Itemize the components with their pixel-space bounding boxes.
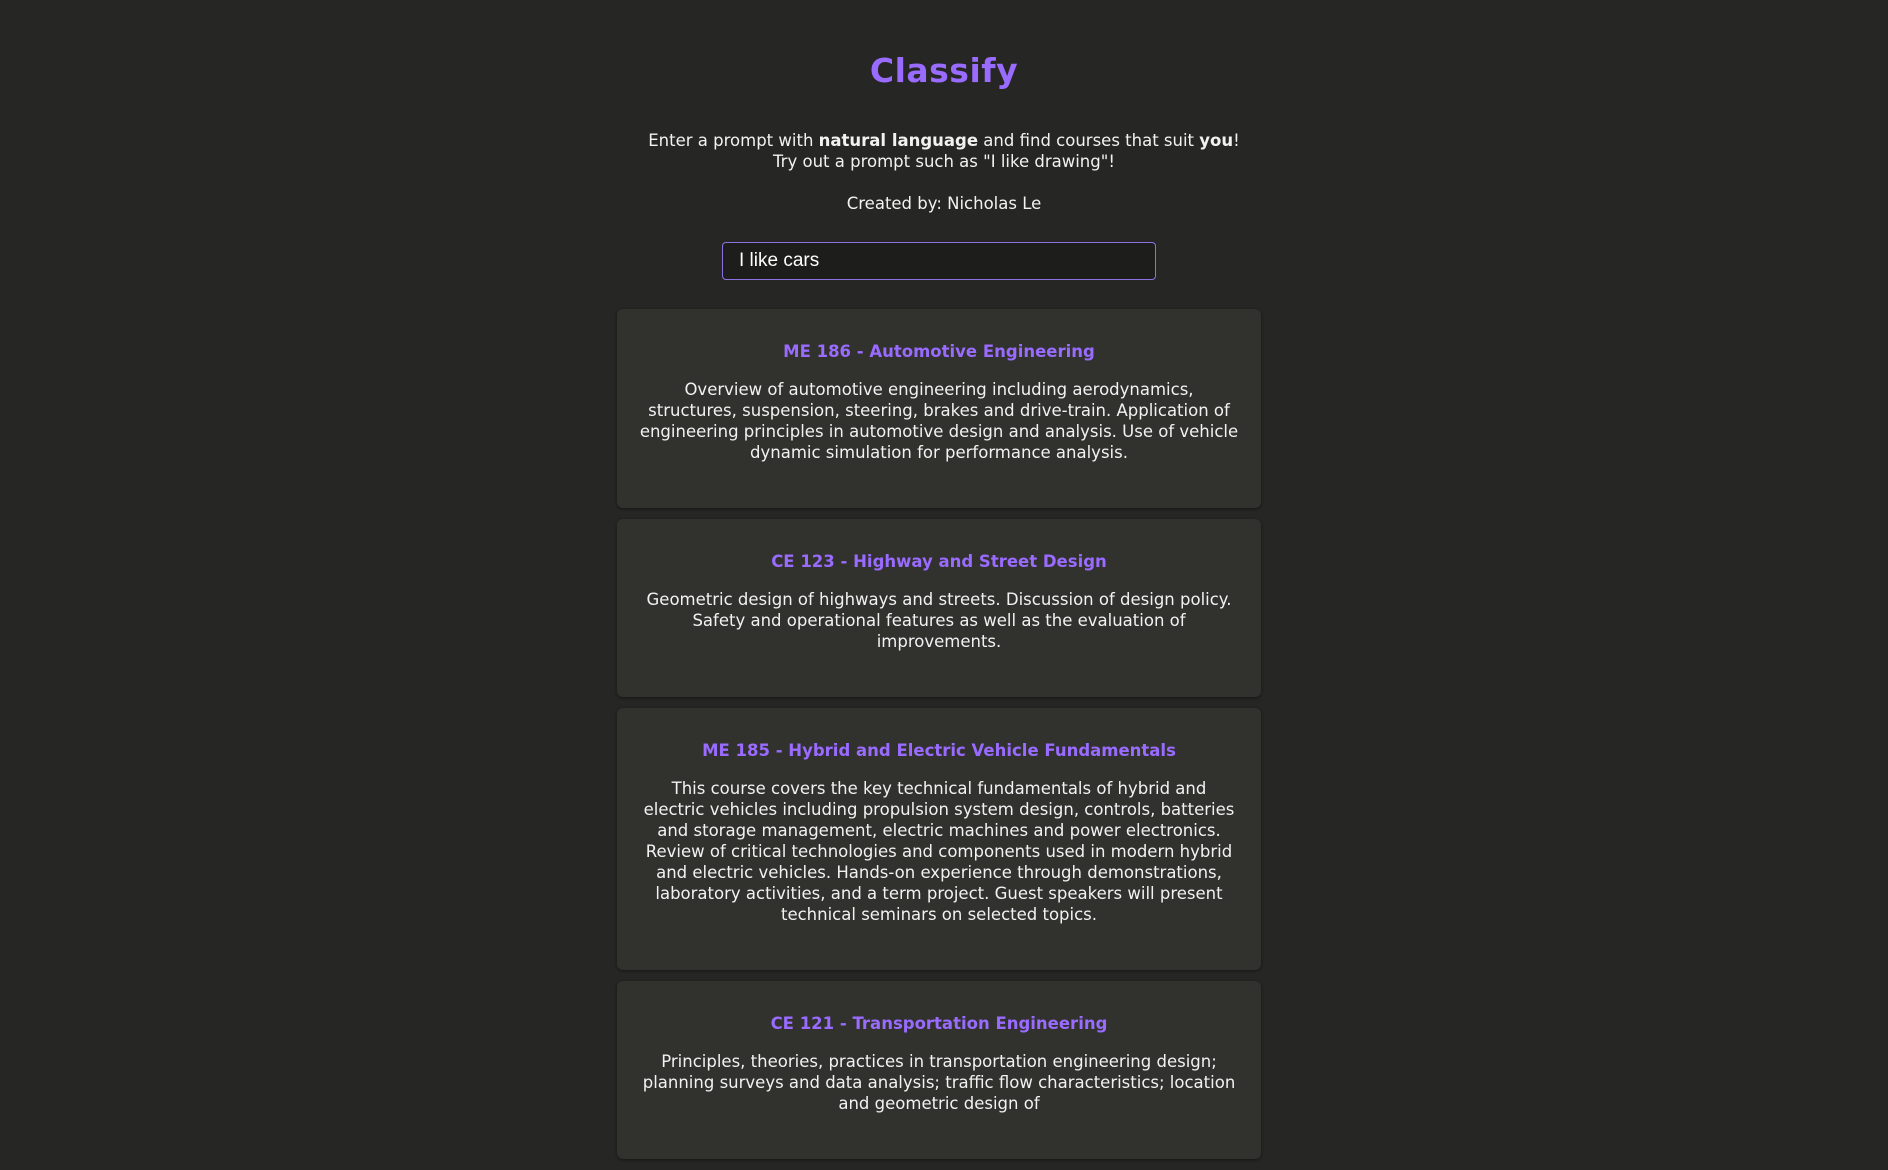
intro-line-2: Try out a prompt such as "I like drawing"!	[773, 152, 1115, 171]
intro-text-part: and find courses that suit	[978, 131, 1200, 150]
course-title: CE 123 - Highway and Street Design	[771, 552, 1107, 571]
course-description: Geometric design of highways and streets. Discussion of design policy. Safety and operational features as well as the evaluation of improvements.	[646, 590, 1232, 651]
intro-emphasis-you: you	[1199, 131, 1234, 150]
intro-emphasis-natural-language: natural language	[818, 131, 979, 150]
course-title: ME 185 - Hybrid and Electric Vehicle Fundamentals	[702, 741, 1176, 760]
course-title: CE 121 - Transportation Engineering	[770, 1014, 1108, 1033]
intro-line-1	[0, 130, 1888, 151]
course-card	[617, 981, 1261, 1159]
intro-text-part: !	[1233, 131, 1240, 150]
course-description: Principles, theories, practices in transportation engineering design; planning surveys and data analysis; traffic flow characteristics; location and geometric design of	[642, 1052, 1236, 1113]
intro-text	[0, 130, 1888, 172]
intro-text-part: Enter a prompt with	[648, 131, 819, 150]
prompt-search-input[interactable]	[722, 242, 1156, 280]
course-card	[617, 309, 1261, 508]
course-description: This course covers the key technical fundamentals of hybrid and electric vehicles including propulsion system design, controls, batteries and storage management, electric machines and power electronics. Review of critical technologies and components used in modern hybrid and electric vehicles. Hands-on experience through demonstrations, laboratory activities, and a term project. Guest speakers will present technical seminars on selected topics.	[643, 779, 1235, 924]
course-description: Overview of automotive engineering including aerodynamics, structures, suspension, steering, brakes and drive-train. Application of engineering principles in automotive design and analysis. Use of vehicle dynamic simulation for performance analysis.	[639, 380, 1239, 462]
course-title: ME 186 - Automotive Engineering	[783, 342, 1095, 361]
course-card	[617, 519, 1261, 697]
course-results-list	[617, 309, 1261, 1170]
app-title: Classify	[869, 51, 1019, 90]
creator-credit: Created by: Nicholas Le	[846, 194, 1042, 213]
course-card	[617, 708, 1261, 970]
